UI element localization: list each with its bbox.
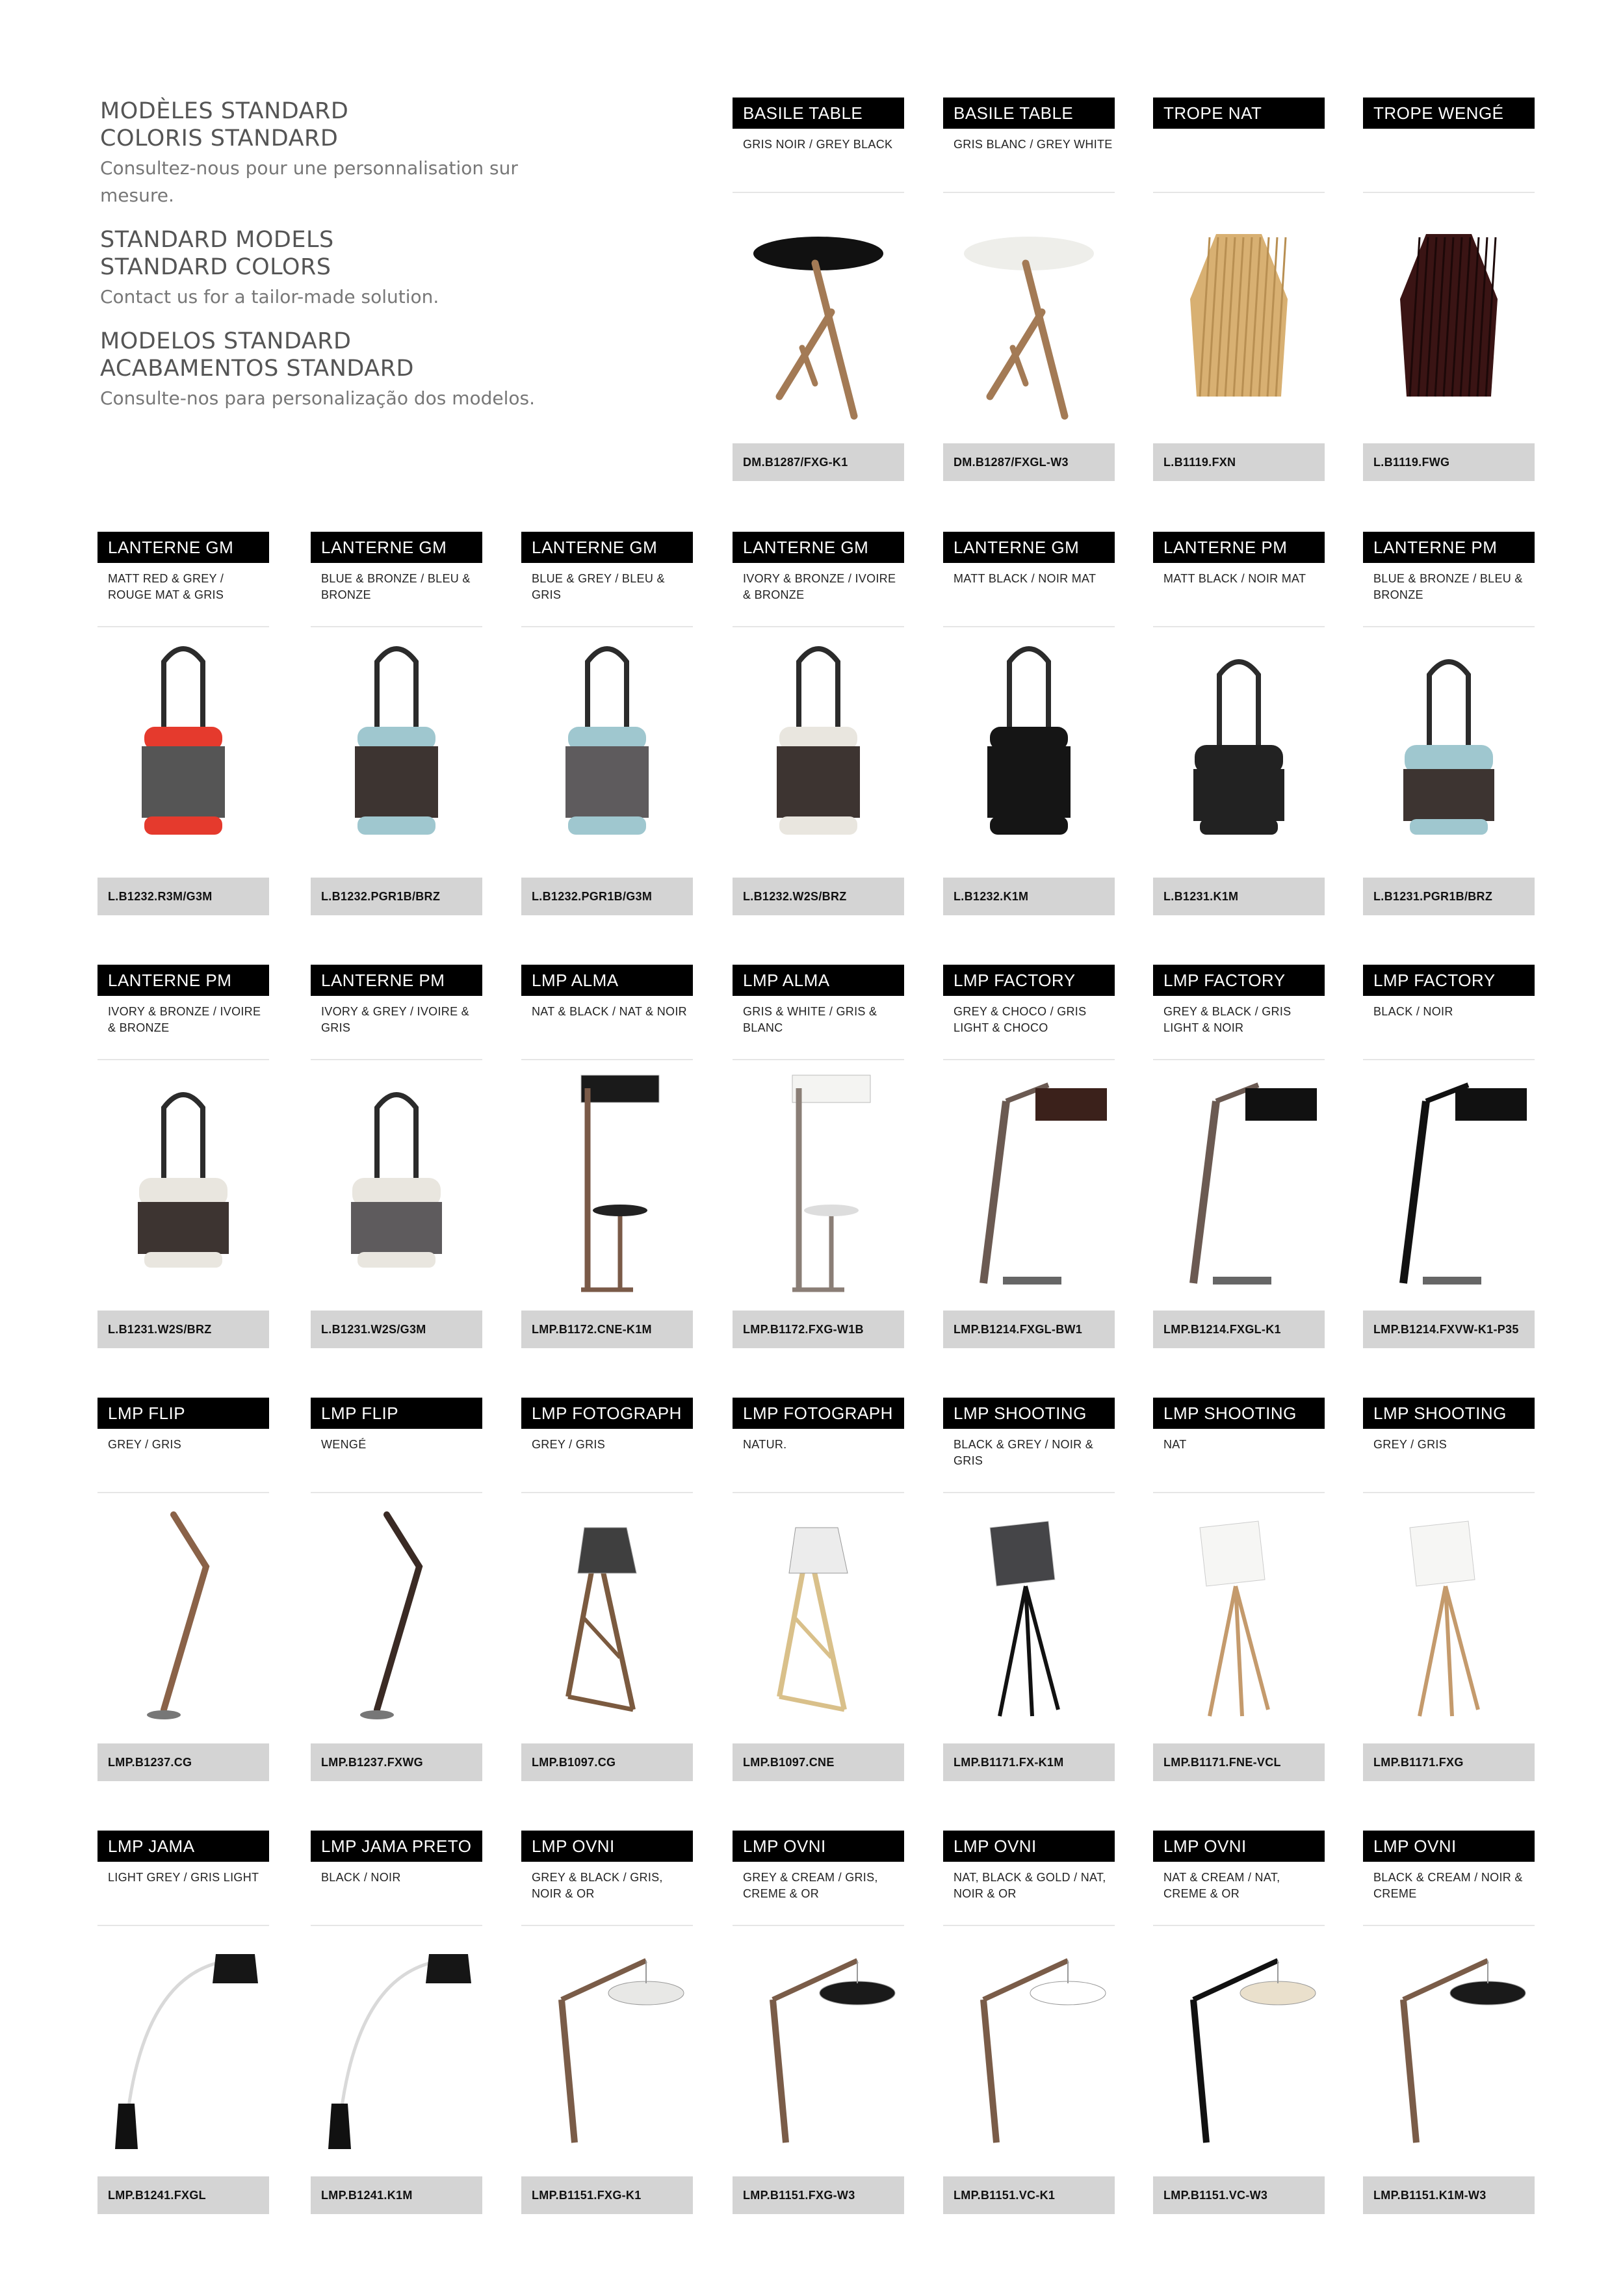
divider xyxy=(1153,1925,1325,1926)
divider xyxy=(1363,626,1535,627)
divider xyxy=(1363,1059,1535,1060)
product-code: L.B1231.W2S/G3M xyxy=(311,1311,482,1348)
divider xyxy=(97,1059,269,1060)
divider xyxy=(97,626,269,627)
divider xyxy=(97,1492,269,1493)
bent-floor-lamp-icon xyxy=(312,1502,481,1729)
product-finish: BLACK & CREAM / NOIR & CREME xyxy=(1373,1871,1523,1900)
product-name: LMP ALMA xyxy=(733,965,904,996)
divider xyxy=(521,1492,693,1493)
product-card xyxy=(733,1398,904,1782)
product-card xyxy=(1363,1831,1535,2215)
divider xyxy=(733,626,904,627)
product-card xyxy=(97,1831,269,2215)
product-finish: GREY & CREAM / GRIS, CREME & OR xyxy=(743,1871,878,1900)
product-finish: GRIS BLANC / GREY WHITE xyxy=(954,138,1113,151)
product-code: LMP.B1172.CNE-K1M xyxy=(521,1311,693,1348)
product-card xyxy=(97,965,269,1350)
divider xyxy=(521,1059,693,1060)
product-card xyxy=(733,98,904,482)
product-finish: IVORY & BRONZE / IVOIRE & BRONZE xyxy=(108,1005,261,1034)
product-finish: GREY & BLACK / GRIS, NOIR & OR xyxy=(532,1871,663,1900)
divider xyxy=(1153,192,1325,193)
intro-title: ACABAMENTOS STANDARD xyxy=(100,356,414,382)
product-finish: GREY / GRIS xyxy=(108,1438,181,1451)
product-name: LMP FLIP xyxy=(97,1398,269,1429)
product-card xyxy=(733,532,904,917)
product-finish: NATUR. xyxy=(743,1438,787,1451)
product-finish: NAT, BLACK & GOLD / NAT, NOIR & OR xyxy=(954,1871,1106,1900)
lantern-small-icon xyxy=(1364,636,1533,863)
ufo-lamp-icon xyxy=(1154,1935,1323,2162)
product-code: LMP.B1237.CG xyxy=(97,1743,269,1781)
product-name: LMP OVNI xyxy=(1153,1831,1325,1862)
product-code: LMP.B1151.K1M-W3 xyxy=(1363,2176,1535,2214)
intro-subtitle: Consultez-nous pour une personnalisation sur mesure. xyxy=(100,157,518,206)
product-card xyxy=(943,1398,1115,1782)
product-name: LANTERNE GM xyxy=(943,532,1115,563)
ufo-lamp-icon xyxy=(523,1935,692,2162)
arc-lamp-icon xyxy=(312,1935,481,2162)
product-finish: GREY / GRIS xyxy=(1373,1438,1447,1451)
product-finish: NAT & BLACK / NAT & NOIR xyxy=(532,1005,687,1018)
product-card xyxy=(943,965,1115,1350)
product-finish: MATT RED & GREY / ROUGE MAT & GRIS xyxy=(108,572,224,601)
product-code: LMP.B1237.FXWG xyxy=(311,1743,482,1781)
divider xyxy=(943,1059,1115,1060)
product-name: BASILE TABLE xyxy=(733,98,904,129)
product-name: LMP OVNI xyxy=(943,1831,1115,1862)
bent-floor-lamp-icon xyxy=(99,1502,268,1729)
product-card xyxy=(943,98,1115,482)
intro-portuguese xyxy=(100,328,568,412)
intro-title: MODELOS STANDARD xyxy=(100,328,352,354)
product-name: LMP FACTORY xyxy=(1153,965,1325,996)
product-code: LMP.B1097.CG xyxy=(521,1743,693,1781)
side-table-icon xyxy=(944,202,1113,429)
product-name: LMP ALMA xyxy=(521,965,693,996)
divider xyxy=(311,1492,482,1493)
divider xyxy=(1153,1492,1325,1493)
lantern-icon xyxy=(99,636,268,863)
lantern-icon xyxy=(523,636,692,863)
product-finish: GRIS NOIR / GREY BLACK xyxy=(743,138,893,151)
slatted-pendant-icon xyxy=(1364,202,1533,429)
intro-title: MODÈLES STANDARD xyxy=(100,98,349,124)
product-finish: GREY & BLACK / GRIS LIGHT & NOIR xyxy=(1163,1005,1292,1034)
divider xyxy=(943,1492,1115,1493)
product-card xyxy=(733,1831,904,2215)
product-finish: GREY / GRIS xyxy=(532,1438,605,1451)
divider xyxy=(1153,1059,1325,1060)
divider xyxy=(97,1925,269,1926)
intro-text xyxy=(100,98,568,429)
product-card xyxy=(521,1831,693,2215)
divider xyxy=(943,192,1115,193)
product-finish: NAT xyxy=(1163,1438,1187,1451)
product-code: L.B1231.K1M xyxy=(1153,878,1325,915)
product-finish: BLUE & GREY / BLEU & GRIS xyxy=(532,572,665,601)
lantern-small-icon xyxy=(99,1069,268,1296)
product-card xyxy=(311,532,482,917)
product-finish: BLUE & BRONZE / BLEU & BRONZE xyxy=(321,572,471,601)
product-finish: IVORY & GREY / IVOIRE & GRIS xyxy=(321,1005,469,1034)
divider xyxy=(943,626,1115,627)
product-finish: GRIS & WHITE / GRIS & BLANC xyxy=(743,1005,877,1034)
lantern-icon xyxy=(944,636,1113,863)
product-finish: MATT BLACK / NOIR MAT xyxy=(954,572,1097,585)
product-card xyxy=(311,1398,482,1782)
tripod-lamp-icon xyxy=(1154,1502,1323,1729)
lantern-small-icon xyxy=(1154,636,1323,863)
floor-lamp-tray-icon xyxy=(734,1069,903,1296)
product-card xyxy=(1153,532,1325,917)
intro-french xyxy=(100,98,568,209)
divider xyxy=(521,1925,693,1926)
intro-title: COLORIS STANDARD xyxy=(100,125,339,151)
product-name: LANTERNE GM xyxy=(97,532,269,563)
product-finish: BLACK / NOIR xyxy=(321,1871,401,1884)
product-name: LMP FLIP xyxy=(311,1398,482,1429)
divider xyxy=(733,1492,904,1493)
product-name: LMP SHOOTING xyxy=(1153,1398,1325,1429)
lantern-icon xyxy=(734,636,903,863)
product-finish: MATT BLACK / NOIR MAT xyxy=(1163,572,1306,585)
angled-floor-lamp-icon xyxy=(1364,1069,1533,1296)
easel-lamp-icon xyxy=(523,1502,692,1729)
product-name: LANTERNE GM xyxy=(311,532,482,563)
product-card xyxy=(1153,965,1325,1350)
product-name: LMP JAMA xyxy=(97,1831,269,1862)
product-code: L.B1232.R3M/G3M xyxy=(97,878,269,915)
easel-lamp-icon xyxy=(734,1502,903,1729)
product-name: LANTERNE PM xyxy=(311,965,482,996)
product-name: BASILE TABLE xyxy=(943,98,1115,129)
product-name: TROPE NAT xyxy=(1153,98,1325,129)
product-finish: BLACK / NOIR xyxy=(1373,1005,1453,1018)
product-name: LMP JAMA PRETO xyxy=(311,1831,482,1862)
product-code: L.B1232.PGR1B/BRZ xyxy=(311,878,482,915)
product-card xyxy=(311,965,482,1350)
product-finish: GREY & CHOCO / GRIS LIGHT & CHOCO xyxy=(954,1005,1087,1034)
product-name: LMP OVNI xyxy=(733,1831,904,1862)
product-name: LMP SHOOTING xyxy=(1363,1398,1535,1429)
product-code: LMP.B1151.VC-K1 xyxy=(943,2176,1115,2214)
divider xyxy=(733,192,904,193)
divider xyxy=(1363,1492,1535,1493)
product-code: LMP.B1214.FXGL-K1 xyxy=(1153,1311,1325,1348)
product-card xyxy=(943,1831,1115,2215)
intro-subtitle: Contact us for a tailor-made solution. xyxy=(100,286,439,307)
product-code: LMP.B1241.K1M xyxy=(311,2176,482,2214)
product-code: L.B1232.W2S/BRZ xyxy=(733,878,904,915)
divider xyxy=(733,1059,904,1060)
tripod-lamp-icon xyxy=(1364,1502,1533,1729)
ufo-lamp-icon xyxy=(734,1935,903,2162)
product-code: L.B1232.K1M xyxy=(943,878,1115,915)
divider xyxy=(311,1059,482,1060)
product-card xyxy=(1153,98,1325,482)
product-card xyxy=(1153,1398,1325,1782)
divider xyxy=(1363,192,1535,193)
product-name: LMP FACTORY xyxy=(943,965,1115,996)
divider xyxy=(1153,626,1325,627)
product-code: LMP.B1241.FXGL xyxy=(97,2176,269,2214)
product-name: LANTERNE PM xyxy=(97,965,269,996)
product-card xyxy=(1363,965,1535,1350)
product-card xyxy=(733,965,904,1350)
product-code: L.B1119.FXN xyxy=(1153,443,1325,481)
product-code: LMP.B1151.VC-W3 xyxy=(1153,2176,1325,2214)
product-name: LMP FOTOGRAPH xyxy=(521,1398,693,1429)
product-card xyxy=(521,965,693,1350)
product-finish: IVORY & BRONZE / IVOIRE & BRONZE xyxy=(743,572,896,601)
divider xyxy=(943,1925,1115,1926)
intro-english xyxy=(100,226,568,311)
lantern-small-icon xyxy=(312,1069,481,1296)
product-code: DM.B1287/FXG-K1 xyxy=(733,443,904,481)
product-name: LMP FACTORY xyxy=(1363,965,1535,996)
arc-lamp-icon xyxy=(99,1935,268,2162)
product-code: LMP.B1097.CNE xyxy=(733,1743,904,1781)
tripod-lamp-icon xyxy=(944,1502,1113,1729)
product-code: LMP.B1214.FXVW-K1-P35 xyxy=(1363,1311,1535,1348)
product-card xyxy=(943,532,1115,917)
product-finish: BLACK & GREY / NOIR & GRIS xyxy=(954,1438,1094,1467)
product-card xyxy=(97,532,269,917)
product-code: L.B1231.W2S/BRZ xyxy=(97,1311,269,1348)
product-code: LMP.B1171.FXG xyxy=(1363,1743,1535,1781)
angled-floor-lamp-icon xyxy=(1154,1069,1323,1296)
floor-lamp-tray-icon xyxy=(523,1069,692,1296)
product-code: LMP.B1172.FXG-W1B xyxy=(733,1311,904,1348)
intro-subtitle: Consulte-nos para personalização dos modelos. xyxy=(100,387,536,409)
product-card xyxy=(521,532,693,917)
divider xyxy=(1363,1925,1535,1926)
product-card xyxy=(1363,1398,1535,1782)
ufo-lamp-icon xyxy=(1364,1935,1533,2162)
slatted-pendant-icon xyxy=(1154,202,1323,429)
product-finish: WENGÉ xyxy=(321,1438,367,1451)
product-finish: LIGHT GREY / GRIS LIGHT xyxy=(108,1871,259,1884)
divider xyxy=(733,1925,904,1926)
intro-title: STANDARD COLORS xyxy=(100,254,331,280)
product-code: LMP.B1171.FNE-VCL xyxy=(1153,1743,1325,1781)
product-finish: BLUE & BRONZE / BLEU & BRONZE xyxy=(1373,572,1523,601)
product-code: LMP.B1151.FXG-K1 xyxy=(521,2176,693,2214)
lantern-icon xyxy=(312,636,481,863)
angled-floor-lamp-icon xyxy=(944,1069,1113,1296)
product-card xyxy=(521,1398,693,1782)
product-card xyxy=(311,1831,482,2215)
product-code: L.B1231.PGR1B/BRZ xyxy=(1363,878,1535,915)
product-finish: NAT & CREAM / NAT, CREME & OR xyxy=(1163,1871,1280,1900)
product-name: TROPE WENGÉ xyxy=(1363,98,1535,129)
divider xyxy=(311,626,482,627)
product-name: LANTERNE GM xyxy=(733,532,904,563)
product-name: LANTERNE GM xyxy=(521,532,693,563)
side-table-icon xyxy=(734,202,903,429)
product-code: LMP.B1151.FXG-W3 xyxy=(733,2176,904,2214)
product-card xyxy=(1153,1831,1325,2215)
product-code: L.B1119.FWG xyxy=(1363,443,1535,481)
product-code: LMP.B1171.FX-K1M xyxy=(943,1743,1115,1781)
intro-title: STANDARD MODELS xyxy=(100,227,334,253)
product-name: LANTERNE PM xyxy=(1153,532,1325,563)
divider xyxy=(521,626,693,627)
product-name: LMP FOTOGRAPH xyxy=(733,1398,904,1429)
product-code: L.B1232.PGR1B/G3M xyxy=(521,878,693,915)
product-code: DM.B1287/FXGL-W3 xyxy=(943,443,1115,481)
ufo-lamp-icon xyxy=(944,1935,1113,2162)
product-name: LMP OVNI xyxy=(521,1831,693,1862)
product-card xyxy=(1363,532,1535,917)
product-name: LMP SHOOTING xyxy=(943,1398,1115,1429)
divider xyxy=(311,1925,482,1926)
product-code: LMP.B1214.FXGL-BW1 xyxy=(943,1311,1115,1348)
product-card xyxy=(97,1398,269,1782)
product-card xyxy=(1363,98,1535,482)
product-name: LMP OVNI xyxy=(1363,1831,1535,1862)
product-name: LANTERNE PM xyxy=(1363,532,1535,563)
